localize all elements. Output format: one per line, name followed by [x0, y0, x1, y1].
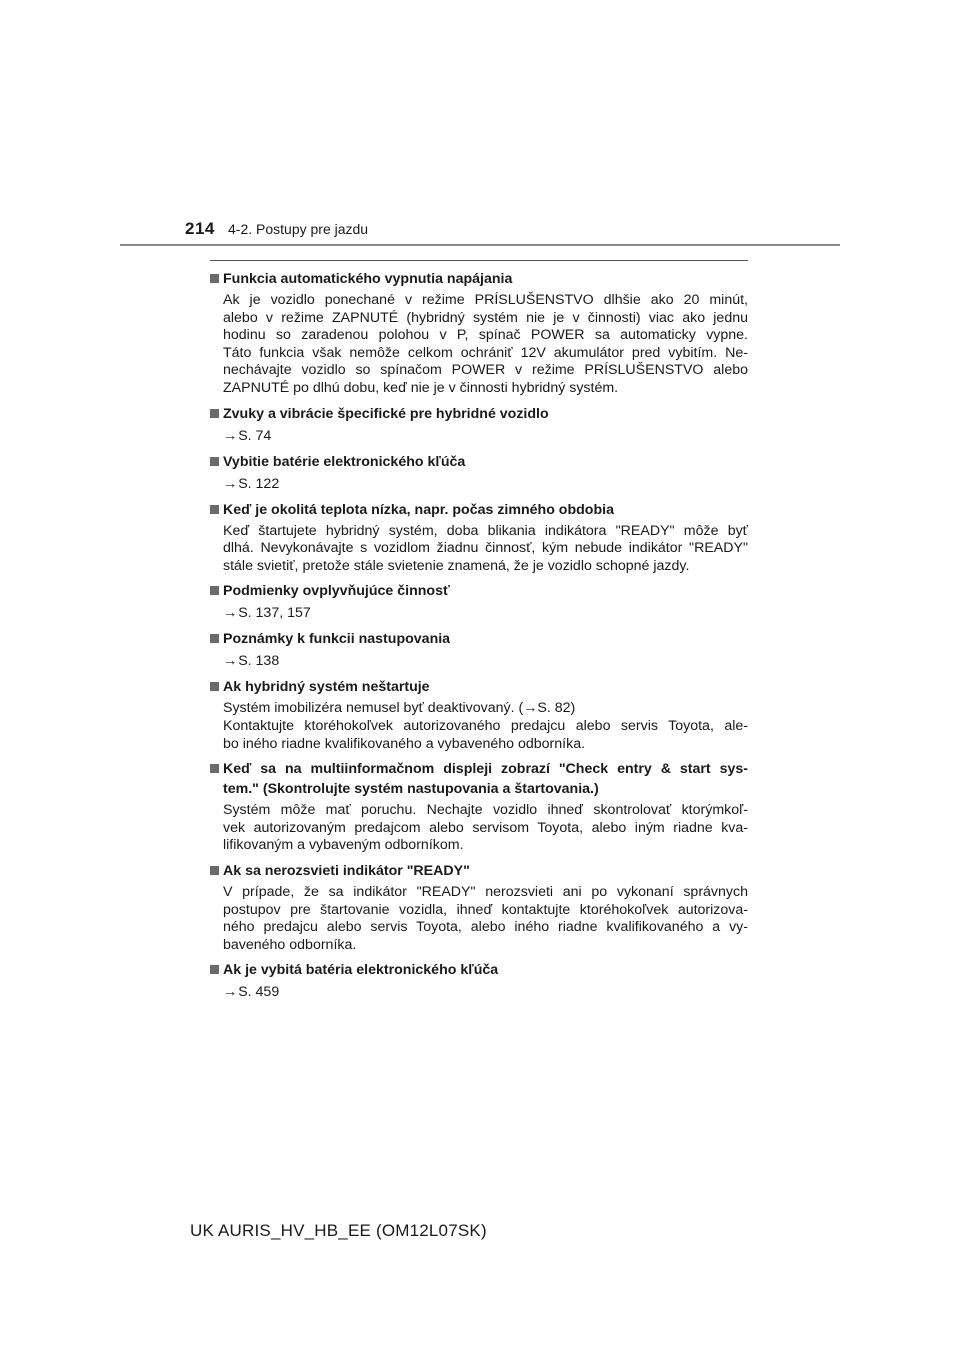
- square-bullet-icon: [210, 586, 219, 595]
- body-line: Keď štartujete hybridný systém, doba blikania indikátora "READY" môže byť: [223, 522, 748, 539]
- item-body: [210, 884, 748, 954]
- section-title: 4-2. Postupy pre jazdu: [228, 221, 369, 237]
- item-title-text: Funkcia automatického vypnutia napájania: [223, 271, 513, 287]
- body-line: nechávajte vozidlo so spínačom POWER v režime PRÍSLUŠENSTVO alebo: [223, 362, 748, 379]
- item-title: [210, 500, 748, 520]
- square-bullet-icon: [210, 457, 219, 466]
- page-reference: [210, 426, 748, 446]
- item-title-text: tem." (Skontrolujte systém nastupovania a štartovania.): [223, 781, 599, 798]
- body-line: Kontaktujte ktoréhokoľvek autorizovaného predajcu alebo servis Toyota, ale-: [223, 717, 748, 734]
- item-title: [210, 677, 748, 697]
- right-arrow-icon: →: [223, 984, 238, 1001]
- body-line: stále svietiť, pretože stále svietenie znamená, že je vozidlo schopné jazdy.: [223, 557, 690, 574]
- list-item: [210, 861, 748, 954]
- body-line: hodinu so zaradenou polohou v P, spínač POWER sa automaticky vypne.: [223, 327, 748, 344]
- body-line: Ak je vozidlo ponechané v režime PRÍSLUŠENSTVO dlhšie ako 20 minút,: [223, 292, 748, 308]
- body-line: Táto funkcia však nemôže celkom ochrániť 12V akumulátor pred vybitím. Ne-: [223, 344, 748, 361]
- item-title: [210, 452, 748, 472]
- list-item: [210, 404, 748, 446]
- item-title: [210, 404, 748, 424]
- page-reference-text: S. 74: [238, 427, 272, 444]
- body-line: postupov pre štartovanie vozidla, ihneď kontaktujte ktoréhokoľvek autorizova-: [223, 901, 748, 918]
- item-title: [210, 269, 748, 289]
- square-bullet-icon: [210, 505, 219, 514]
- item-body: [210, 700, 748, 753]
- page-reference: [210, 474, 748, 494]
- page-reference: [210, 651, 748, 671]
- right-arrow-icon: →: [223, 475, 238, 492]
- list-item: [210, 759, 748, 855]
- body-line: dlhá. Nevykonávajte s vozidlom žiadnu činnosť, kým nebude indikátor "READY": [223, 540, 748, 557]
- body-line: lifikovaným a vybaveným odborníkom.: [223, 837, 464, 854]
- page-reference-text: S. 137, 157: [238, 605, 311, 622]
- square-bullet-icon: [210, 965, 219, 974]
- body-line: Systém môže mať poruchu. Nechajte vozidlo ihneď skontrolovať ktorýmkoľ-: [223, 802, 748, 819]
- list-item: [210, 452, 748, 494]
- item-title-text: Ak sa nerozsvieti indikátor "READY": [223, 862, 470, 879]
- page-reference-text: S. 459: [238, 984, 280, 1001]
- right-arrow-icon: →: [223, 653, 238, 670]
- body-line: baveného odborníka.: [223, 936, 357, 953]
- body-line: bo iného riadne kvalifikovaného a vybaveného odborníka.: [223, 735, 586, 752]
- footer-code: UK AURIS_HV_HB_EE (OM12L07SK): [190, 1221, 487, 1240]
- square-bullet-icon: [210, 682, 219, 691]
- body-line: alebo v režime ZAPNUTÉ (hybridný systém nie je v činnosti) viac ako jednu: [223, 309, 748, 326]
- content: [210, 265, 748, 1008]
- item-title: [210, 861, 748, 881]
- list-item: [210, 581, 748, 623]
- list-item: [210, 269, 748, 398]
- square-bullet-icon: [210, 764, 219, 773]
- list-item: [210, 960, 748, 1002]
- item-title: [210, 960, 748, 980]
- item-title-text: Podmienky ovplyvňujúce činnosť: [223, 583, 450, 600]
- item-title-text: Keď je okolitá teplota nízka, napr. počas zimného obdobia: [223, 501, 614, 518]
- item-title-text: Keď sa na multiinformačnom displeji zobrazí "Check entry & start sys-: [223, 761, 748, 778]
- right-arrow-icon: →: [223, 427, 238, 444]
- item-title-text: Vybitie batérie elektronického kľúča: [223, 453, 466, 470]
- body-line: V prípade, že sa indikátor "READY" nerozsvieti ani po vykonaní správnych: [223, 883, 748, 900]
- item-title-text: Zvuky a vibrácie špecifické pre hybridné vozidlo: [223, 405, 549, 422]
- item-title-text: Ak je vybitá batéria elektronického kľúča: [223, 962, 499, 979]
- content-top-rule: [210, 260, 748, 261]
- list-item: [210, 677, 748, 753]
- page-reference-text: S. 138: [238, 653, 280, 670]
- item-body: [210, 802, 748, 855]
- item-title: [210, 759, 748, 799]
- list-item: [210, 629, 748, 671]
- body-line: vek autorizovaným predajcom alebo servisom Toyota, alebo iným riadne kva-: [223, 819, 748, 836]
- item-title: [210, 581, 748, 601]
- square-bullet-icon: [210, 866, 219, 875]
- list-item: [210, 500, 748, 576]
- square-bullet-icon: [210, 409, 219, 418]
- item-body: [210, 292, 748, 398]
- square-bullet-icon: [210, 274, 219, 283]
- body-line: ného predajcu alebo servis Toyota, alebo iného riadne kvalifikovaného a vy-: [223, 919, 748, 936]
- page-reference: [210, 982, 748, 1002]
- page-reference: [210, 603, 748, 623]
- right-arrow-icon: →: [223, 605, 238, 622]
- header-rule: [120, 244, 840, 246]
- item-body: [210, 523, 748, 576]
- square-bullet-icon: [210, 634, 219, 643]
- body-line: Systém imobilizéra nemusel byť deaktivovaný. (→S. 82): [223, 700, 576, 717]
- item-title: [210, 629, 748, 649]
- item-title-text: Ak hybridný systém neštartuje: [223, 679, 430, 696]
- page-number: 214: [185, 219, 215, 238]
- item-title-text: Poznámky k funkcii nastupovania: [223, 631, 451, 648]
- page-reference-text: S. 122: [238, 475, 280, 492]
- body-line: ZAPNUTÉ po dlhú dobu, keď nie je v činnosti hybridný systém.: [223, 379, 619, 396]
